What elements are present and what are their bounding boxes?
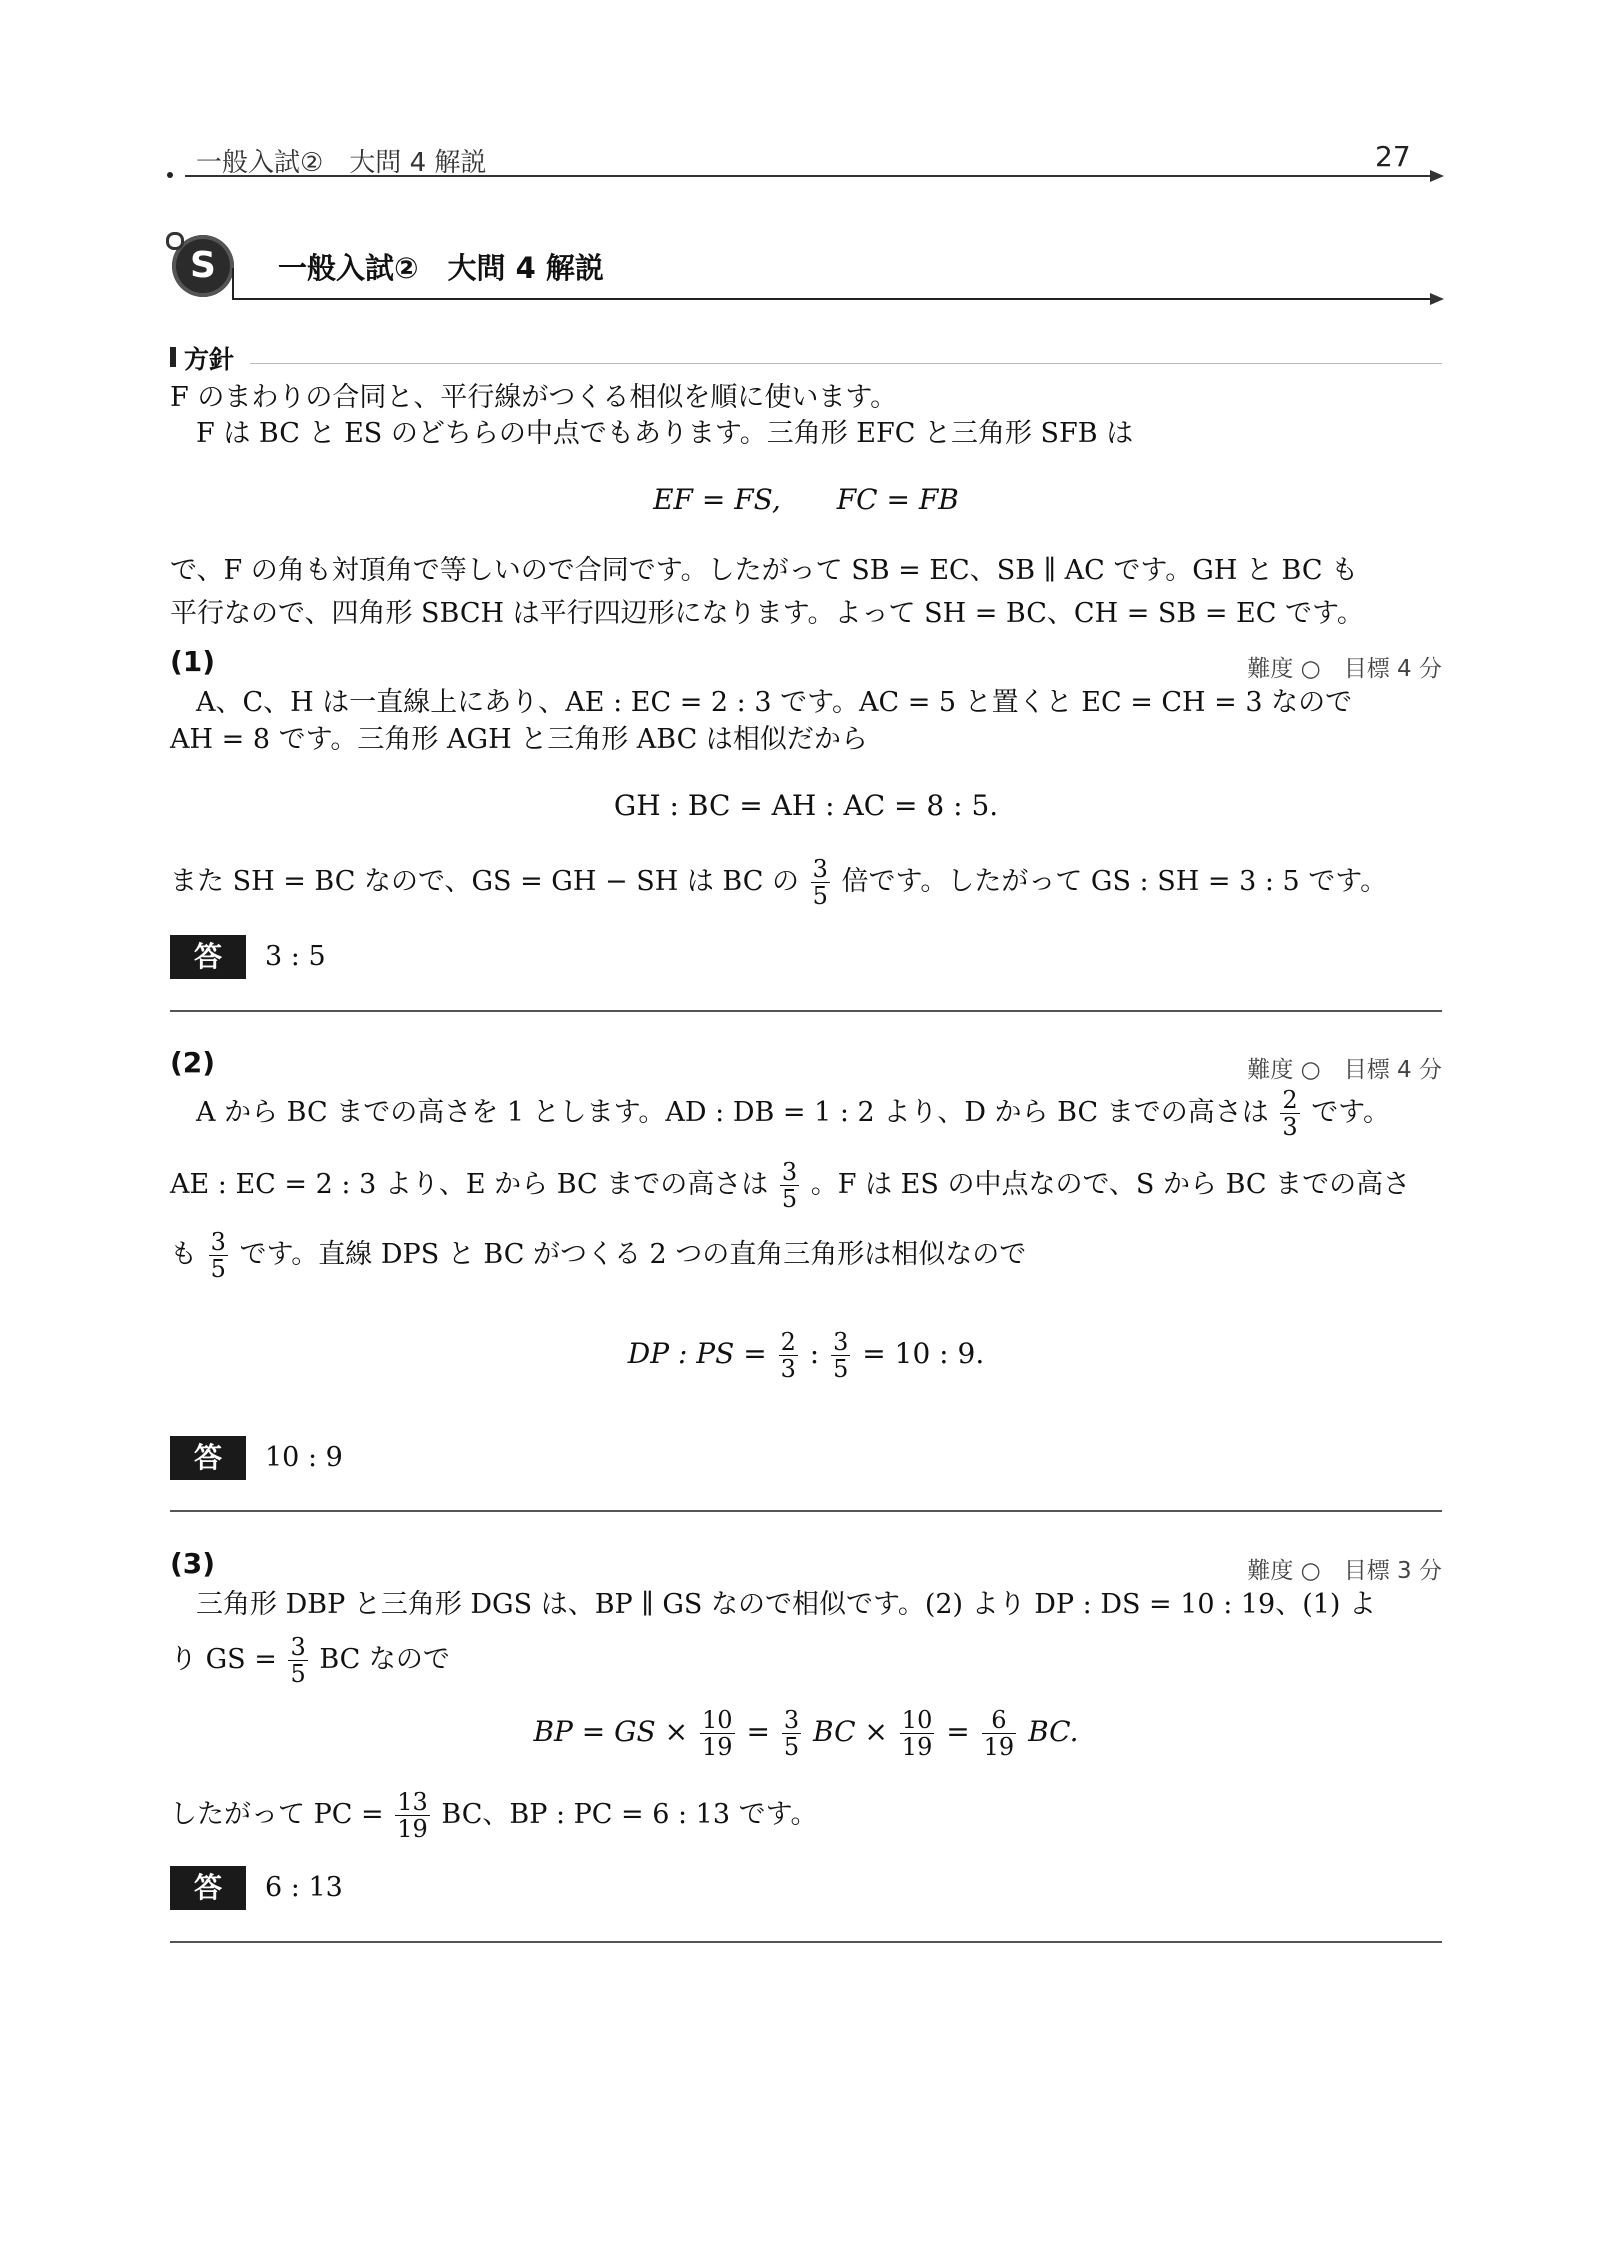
q3-eq-d1: 19: [701, 1733, 733, 1761]
q3-eq-fraction-3: [900, 1707, 935, 1760]
q1-fraction: [811, 856, 830, 909]
q3-separator: [170, 1941, 1442, 1943]
section-badge-letter: S: [190, 245, 216, 286]
q2-eq-n1: 2: [780, 1328, 796, 1356]
q1-difficulty: 難度 ○ 目標 4 分: [1247, 656, 1442, 682]
q2-line-3: [170, 1225, 1442, 1285]
q3-l3-den: 19: [397, 1815, 428, 1843]
q3-l2-num: 3: [290, 1633, 306, 1661]
header-dot: [167, 172, 173, 178]
q1-separator: [170, 1010, 1442, 1012]
q2-line-1-a: A から BC までの高さを 1 とします。AD : DB = 1 : 2 より、D から BC までの高さは: [196, 1097, 1269, 1128]
q2-line-3-a: も: [170, 1239, 197, 1270]
q1-line-1: A、C、H は一直線上にあり、AE : EC = 2 : 3 です。AC = 5 と置くと EC = CH = 3 なので: [196, 687, 1353, 718]
q3-line-3-a: したがって PC =: [170, 1799, 384, 1830]
q3-line-2-fraction: [288, 1634, 307, 1687]
q2-line-1-fraction: [1280, 1087, 1299, 1140]
q2-line-2-fraction: [780, 1159, 799, 1212]
q1-equation: GH : BC = AH : AC = 8 : 5.: [613, 789, 999, 822]
section-title-underline: [232, 298, 1432, 300]
q3-eq-b: =: [746, 1715, 770, 1748]
policy-equation: EF = FS, FC = FB: [653, 483, 959, 516]
q3-eq-fraction-4: [982, 1707, 1017, 1760]
q2-eq-d2: 5: [833, 1355, 849, 1383]
q3-eq-a: BP = GS ×: [533, 1715, 689, 1748]
q2-answer-label: 答: [170, 1436, 246, 1480]
q3-answer: 6 : 13: [265, 1872, 343, 1903]
q2-label: (2): [170, 1046, 216, 1079]
q2-equation: [170, 1322, 1442, 1386]
policy-marker: [170, 347, 176, 367]
q2-l3-den: 5: [210, 1255, 226, 1283]
header-rule-arrow-icon: [1430, 170, 1444, 182]
q3-line-3-b: BC、BP : PC = 6 : 13 です。: [441, 1799, 818, 1830]
q2-answer: 10 : 9: [265, 1442, 343, 1473]
q2-l1-num: 2: [1282, 1086, 1298, 1114]
q2-line-1: [196, 1083, 1468, 1143]
q1-fraction-den: 5: [812, 882, 828, 910]
q1-answer: 3 : 5: [265, 941, 326, 972]
q3-difficulty: 難度 ○ 目標 3 分: [1247, 1558, 1442, 1584]
q3-line-3-fraction: [395, 1789, 430, 1842]
header-rule: [185, 175, 1433, 177]
q3-eq-n1: 10: [701, 1706, 733, 1734]
q1-label: (1): [170, 645, 216, 678]
q3-eq-n4: 6: [982, 1707, 1017, 1734]
q2-l2-den: 5: [781, 1185, 798, 1213]
q3-label: (3): [170, 1547, 216, 1580]
q3-eq-d3: 19: [901, 1733, 933, 1761]
q2-eq-mid: :: [809, 1337, 820, 1370]
q1-line-3: [170, 852, 1442, 912]
q1-answer-label: 答: [170, 935, 246, 979]
q3-eq-e: BC.: [1028, 1715, 1079, 1748]
q3-eq-d2: 5: [783, 1733, 800, 1761]
q2-line-2-b: 。F は ES の中点なので、S から BC までの高さ: [810, 1169, 1411, 1200]
q2-line-3-fraction: [209, 1229, 228, 1282]
q2-l2-num: 3: [781, 1158, 798, 1186]
q3-eq-fraction-1: [700, 1707, 735, 1760]
section-title-vbar: [232, 268, 234, 298]
q2-line-1-b: です。: [1311, 1097, 1391, 1128]
q2-eq-b: = 10 : 9.: [862, 1337, 985, 1370]
q2-eq-fraction-2: [831, 1329, 850, 1382]
q3-line-2-a: り GS =: [170, 1644, 277, 1675]
q3-eq-d: =: [946, 1715, 970, 1748]
q2-line-2: [170, 1155, 1442, 1215]
q1-line-3-b: 倍です。したがって GS : SH = 3 : 5 です。: [841, 866, 1388, 897]
q2-eq-a: DP : PS =: [627, 1337, 767, 1370]
q3-line-2: [170, 1630, 1442, 1690]
q3-eq-d4: 19: [983, 1733, 1015, 1761]
policy-heading: 方針: [184, 345, 235, 374]
q2-eq-d1: 3: [780, 1355, 796, 1383]
q2-l1-den: 3: [1282, 1113, 1298, 1141]
q3-l3-num: 13: [397, 1788, 428, 1816]
q3-line-1: 三角形 DBP と三角形 DGS は、BP ∥ GS なので相似です。(2) より DP : DS = 10 : 19、(1) よ: [196, 1589, 1377, 1620]
q3-line-3: [170, 1785, 1442, 1845]
q3-eq-c: BC ×: [813, 1715, 888, 1748]
q2-line-2-a: AE : EC = 2 : 3 より、E から BC までの高さは: [170, 1169, 769, 1200]
policy-after-line-1: で、F の角も対頂角で等しいので合同です。したがって SB = EC、SB ∥ AC です。GH と BC も: [170, 555, 1359, 586]
q2-eq-fraction-1: [779, 1329, 798, 1382]
q1-fraction-num: 3: [812, 855, 828, 883]
page-number: 27: [1375, 140, 1411, 173]
q3-line-2-b: BC なので: [319, 1644, 450, 1675]
section-rule-arrow-icon: [1430, 293, 1444, 305]
policy-line-2: F は BC と ES のどちらの中点でもあります。三角形 EFC と三角形 SFB は: [196, 418, 1134, 449]
q3-answer-label: 答: [170, 1866, 246, 1910]
q2-line-3-b: です。直線 DPS と BC がつくる 2 つの直角三角形は相似なので: [239, 1239, 1027, 1270]
section-badge-swirl-icon: [166, 232, 184, 250]
policy-rule: [250, 363, 1442, 364]
policy-after-line-2: 平行なので、四角形 SBCH は平行四辺形になります。よって SH = BC、CH = SB = EC です。: [170, 598, 1364, 629]
q1-line-3-a: また SH = BC なので、GS = GH − SH は BC の: [170, 866, 800, 897]
running-title: 一般入試② 大問 4 解説: [196, 148, 487, 178]
q3-l2-den: 5: [290, 1660, 306, 1688]
q1-line-2: AH = 8 です。三角形 AGH と三角形 ABC は相似だから: [170, 724, 868, 755]
q3-eq-n2: 3: [783, 1706, 800, 1734]
q3-eq-n3: 10: [901, 1706, 933, 1734]
q2-eq-n2: 3: [833, 1328, 849, 1356]
q3-eq-fraction-2: [782, 1707, 801, 1760]
section-title: 一般入試② 大問 4 解説: [278, 251, 604, 285]
q3-equation: [170, 1700, 1442, 1764]
q2-difficulty: 難度 ○ 目標 4 分: [1247, 1057, 1442, 1083]
q2-separator: [170, 1510, 1442, 1512]
policy-line-1: F のまわりの合同と、平行線がつくる相似を順に使います。: [170, 382, 898, 413]
q2-l3-num: 3: [210, 1228, 226, 1256]
